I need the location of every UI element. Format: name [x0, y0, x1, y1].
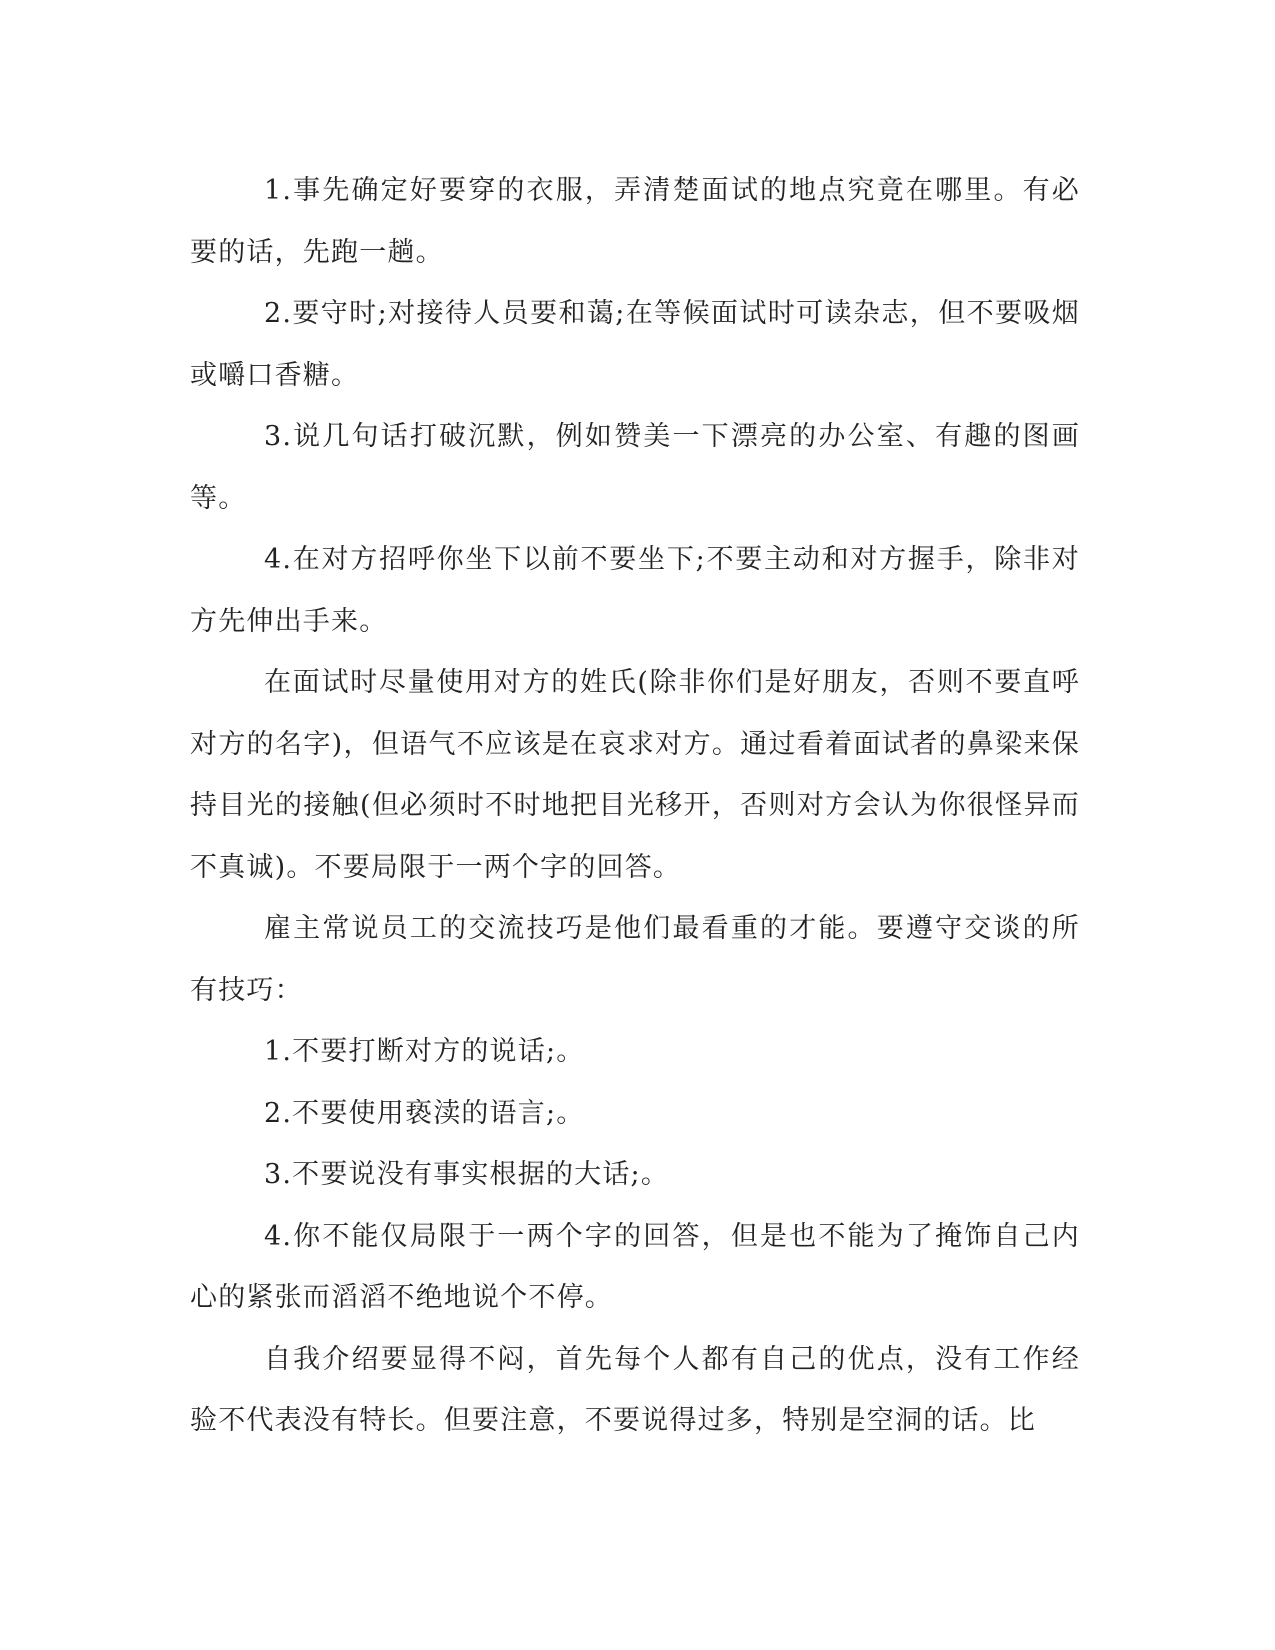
paragraph-punctuality: 2.要守时;对接待人员要和蔼;在等候面试时可读杂志，但不要吸烟或嚼口香糖。 [190, 298, 1080, 391]
paragraph-self-introduction: 自我介绍要显得不闷，首先每个人都有自己的优点，没有工作经验不代表没有特长。但要注意，不要说得过多，特别是空洞的话。比 [190, 1343, 1080, 1436]
list-item-no-boasting: 3.不要说没有事实根据的大话;。 [264, 1159, 670, 1190]
list-item-no-profanity: 2.不要使用亵渎的语言;。 [264, 1097, 585, 1129]
document-body [190, 160, 1080, 1452]
paragraph-prep-clothes-location: 1.事先确定好要穿的衣服，弄清楚面试的地点究竟在哪里。有必要的话，先跑一趟。 [190, 175, 1080, 268]
paragraph-sit-handshake: 4.在对方招呼你坐下以前不要坐下;不要主动和对方握手，除非对方先伸出手来。 [190, 544, 1080, 637]
list-item-no-interrupt: 1.不要打断对方的说话;。 [264, 1036, 585, 1067]
paragraph-communication-skills: 雇主常说员工的交流技巧是他们最看重的才能。要遵守交谈的所有技巧： [190, 913, 1080, 1006]
list-item-answer-length: 4.你不能仅局限于一两个字的回答，但是也不能为了掩饰自己内心的紧张而滔滔不绝地说个不停。 [190, 1220, 1080, 1313]
paragraph-use-surname: 在面试时尽量使用对方的姓氏(除非你们是好朋友，否则不要直呼对方的名字)，但语气不应该是在哀求对方。通过看着面试者的鼻梁来保持目光的接触(但必须时不时地把目光移开，否则对方会认为你很怪异而不真诚)。不要局限于一两个字的回答。 [190, 667, 1080, 883]
paragraph-break-silence: 3.说几句话打破沉默，例如赞美一下漂亮的办公室、有趣的图画等。 [190, 421, 1080, 514]
